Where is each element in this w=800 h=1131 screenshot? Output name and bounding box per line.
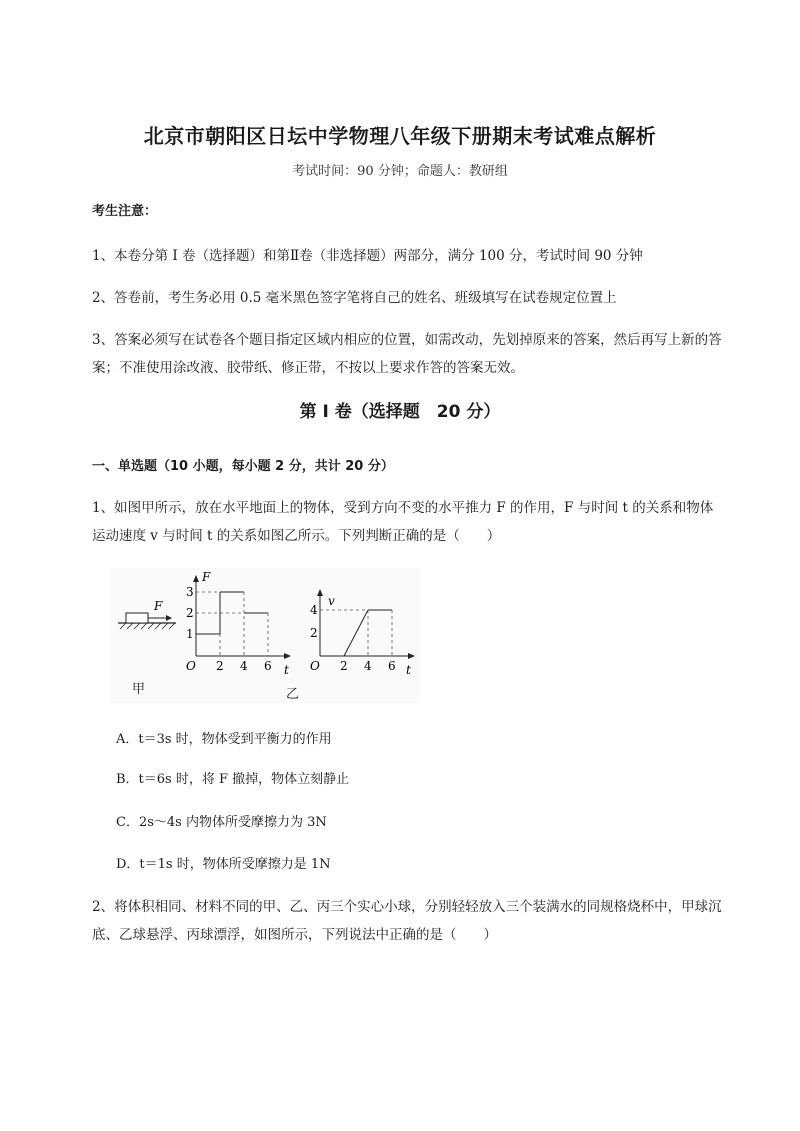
vt-x-label: t <box>406 663 411 677</box>
question-1-figure <box>110 568 420 703</box>
notice-item-2: 2、答卷前，考生务必用 0.5 毫米黑色签字笔将自己的姓名、班级填写在试卷规定位置上 <box>92 290 617 306</box>
figure-label-jia: 甲 <box>132 682 146 697</box>
ft-y-tick-3: 3 <box>186 585 194 599</box>
question-1-text: 1、如图甲所示，放在水平地面上的物体，受到方向不变的水平推力 F 的作用，F 与时间 t 的关系和物体运动速度 v 与时间 t 的关系如图乙所示。下列判断正确的是（ ） <box>92 500 714 544</box>
ft-x-label: t <box>284 663 289 677</box>
exam-subtitle: 考试时间：90 分钟；命题人：教研组 <box>292 164 508 179</box>
exam-title: 北京市朝阳区日坛中学物理八年级下册期末考试难点解析 <box>143 124 657 148</box>
figure-label-yi: 乙 <box>286 687 300 702</box>
vt-y-tick-2: 2 <box>310 626 318 640</box>
ft-x-tick-2: 2 <box>216 659 224 673</box>
block <box>126 613 148 623</box>
ft-origin: O <box>186 659 196 673</box>
ft-x-tick-6: 6 <box>264 659 272 673</box>
figure-svg <box>110 568 420 703</box>
vt-y-label: v <box>328 594 335 608</box>
question-1-option-c: C．2s～4s 内物体所受摩擦力为 3N <box>116 815 327 830</box>
ground-hatch <box>118 623 176 629</box>
question-1-option-d: D．t＝1s 时，物体所受摩擦力是 1N <box>116 857 331 872</box>
ft-y-label: F <box>202 570 211 584</box>
ft-y-tick-1: 1 <box>186 627 194 641</box>
question-1-option-a: A．t＝3s 时，物体受到平衡力的作用 <box>116 732 332 747</box>
section-title: 第 I 卷（选择题 20 分） <box>299 402 501 422</box>
vt-origin: O <box>310 659 320 673</box>
vt-x-tick-4: 4 <box>364 659 372 673</box>
vt-y-tick-4: 4 <box>310 603 318 617</box>
notice-title: 考生注意： <box>92 204 158 219</box>
force-arrowhead <box>166 615 172 621</box>
notice-item-3: 3、答案必须写在试卷各个题目指定区域内相应的位置，如需改动，先划掉原来的答案，然后再写上新的答案；不准使用涂改液、胶带纸、修正带，不按以上要求作答的答案无效。 <box>92 332 722 376</box>
notice-item-1: 1、本卷分第 I 卷（选择题）和第Ⅱ卷（非选择题）两部分，满分 100 分，考试时间 90 分钟 <box>92 248 643 264</box>
force-symbol: F <box>154 599 163 613</box>
question-2-text: 2、将体积相同、材料不同的甲、乙、丙三个实心小球，分别轻轻放入三个装满水的同规格烧杯中，甲球沉底、乙球悬浮、丙球漂浮，如图所示，下列说法中正确的是（ ） <box>92 899 722 943</box>
question-1-option-b: B．t＝6s 时，将 F 撤掉，物体立刻静止 <box>116 772 350 787</box>
ft-x-tick-4: 4 <box>240 659 248 673</box>
ft-y-tick-2: 2 <box>186 606 194 620</box>
vt-x-tick-2: 2 <box>340 659 348 673</box>
vt-x-tick-6: 6 <box>388 659 396 673</box>
ft-graph <box>193 575 291 659</box>
part-title: 一、单选题（10 小题，每小题 2 分，共计 20 分） <box>92 459 394 474</box>
